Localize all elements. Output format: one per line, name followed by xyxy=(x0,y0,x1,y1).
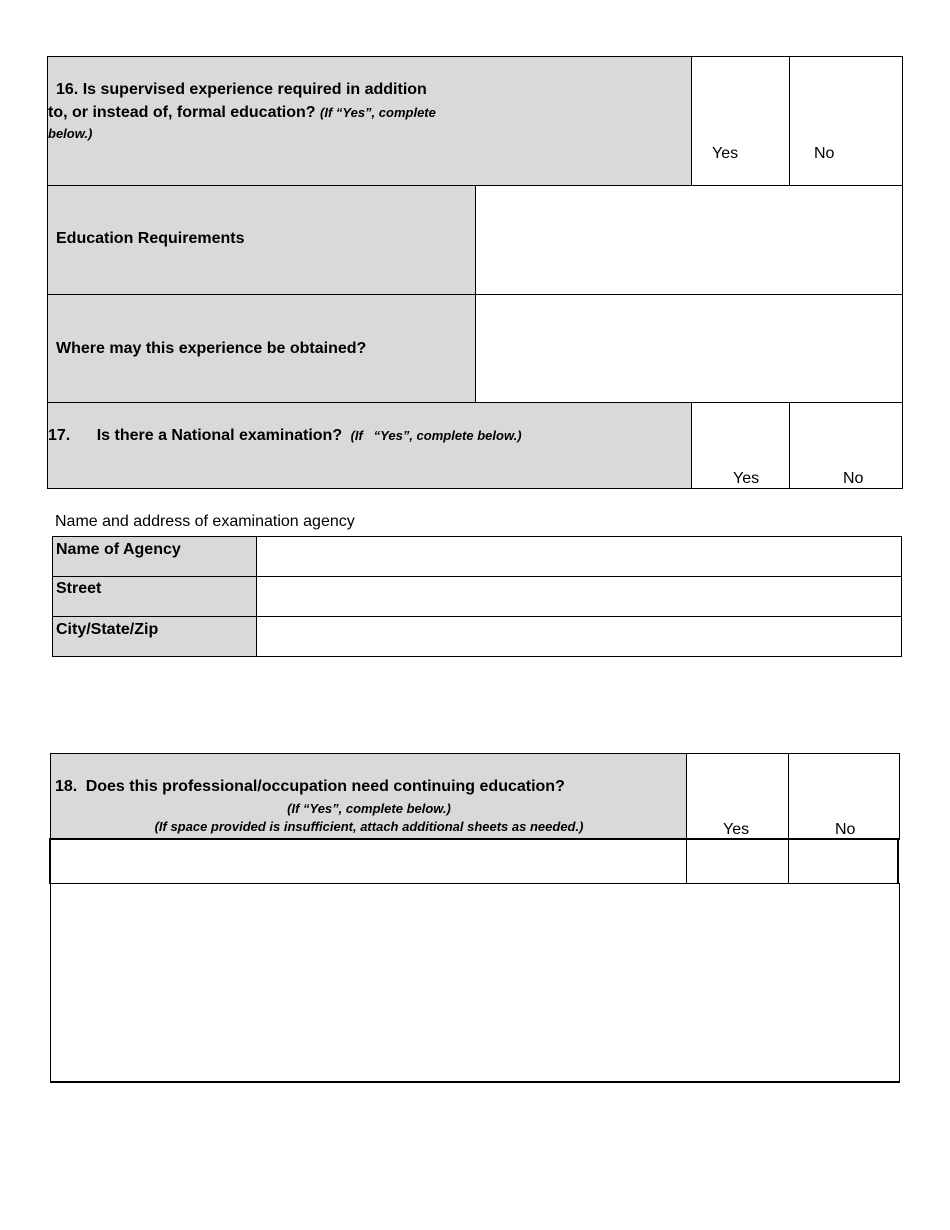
agency-city-label: City/State/Zip xyxy=(56,621,159,638)
agency-city-field[interactable] xyxy=(257,617,901,656)
experience-location-label: Where may this experience be obtained? xyxy=(56,340,367,357)
experience-location-label-cell xyxy=(47,294,476,403)
experience-location-field[interactable] xyxy=(476,295,902,402)
q16-question-line2 xyxy=(48,104,436,122)
q18-details-field[interactable] xyxy=(51,883,899,1081)
q16-instruction: (If “Yes”, complete xyxy=(320,105,436,120)
q17-question-cell xyxy=(47,402,692,489)
q17-question-line xyxy=(48,427,522,445)
q16-question-text-2: to, or instead of, formal education? xyxy=(48,104,316,121)
q18-details-box xyxy=(50,883,900,1083)
q16-question-line1 xyxy=(56,81,427,99)
q16-no-cell[interactable] xyxy=(789,56,903,186)
agency-street-label: Street xyxy=(56,580,102,597)
agency-name-label: Name of Agency xyxy=(56,541,181,558)
agency-name-label-cell xyxy=(52,536,257,577)
education-requirements-field[interactable] xyxy=(476,186,902,294)
agency-street-label-cell xyxy=(52,576,257,617)
q16-question-cell xyxy=(47,56,692,186)
q18-yes-label: Yes xyxy=(723,821,750,838)
q18-answer-cell xyxy=(49,838,687,884)
q18-no-label: No xyxy=(835,821,856,838)
q17-no-label: No xyxy=(843,470,864,487)
q16-question-text: Is supervised experience required in addition xyxy=(82,81,427,98)
q17-yes-label: Yes xyxy=(733,470,760,487)
q16-number: 16. xyxy=(56,81,79,98)
q16-instruction-cont: below.) xyxy=(48,126,93,141)
q18-question-cell xyxy=(50,753,687,840)
education-requirements-label-cell xyxy=(47,185,476,295)
agency-city-cell xyxy=(256,616,902,657)
agency-name-cell xyxy=(256,536,902,577)
q18-question-line xyxy=(55,778,565,796)
agency-street-cell xyxy=(256,576,902,617)
q18-instruction-1: (If “Yes”, complete below.) xyxy=(287,801,451,816)
q17-yes-cell[interactable] xyxy=(691,402,790,489)
q17-question-text: Is there a National examination? xyxy=(96,427,343,444)
q17-number: 17. xyxy=(48,427,71,444)
q17-no-cell[interactable] xyxy=(789,402,903,489)
q18-no-cell[interactable] xyxy=(788,753,900,840)
q18-answer-field[interactable] xyxy=(51,839,686,883)
q18-instruction-2: (If space provided is insufficient, attach additional sheets as needed.) xyxy=(154,819,584,834)
q16-yes-cell[interactable] xyxy=(691,56,790,186)
education-requirements-label: Education Requirements xyxy=(56,230,245,247)
agency-street-field[interactable] xyxy=(257,577,901,616)
agency-city-label-cell xyxy=(52,616,257,657)
agency-heading: Name and address of examination agency xyxy=(55,513,355,530)
q16-yes-label: Yes xyxy=(712,145,739,162)
q18-number: 18. xyxy=(55,778,78,795)
experience-location-cell xyxy=(475,294,903,403)
q18-answer-yes-cell[interactable] xyxy=(686,838,789,884)
agency-name-field[interactable] xyxy=(257,537,901,576)
q18-answer-no-cell[interactable] xyxy=(788,838,899,884)
q16-no-label: No xyxy=(814,145,835,162)
q18-yes-cell[interactable] xyxy=(686,753,789,840)
education-requirements-cell xyxy=(475,185,903,295)
q17-instruction: (If “Yes”, complete below.) xyxy=(350,428,522,443)
q18-question-text: Does this professional/occupation need continuing education? xyxy=(85,778,565,795)
